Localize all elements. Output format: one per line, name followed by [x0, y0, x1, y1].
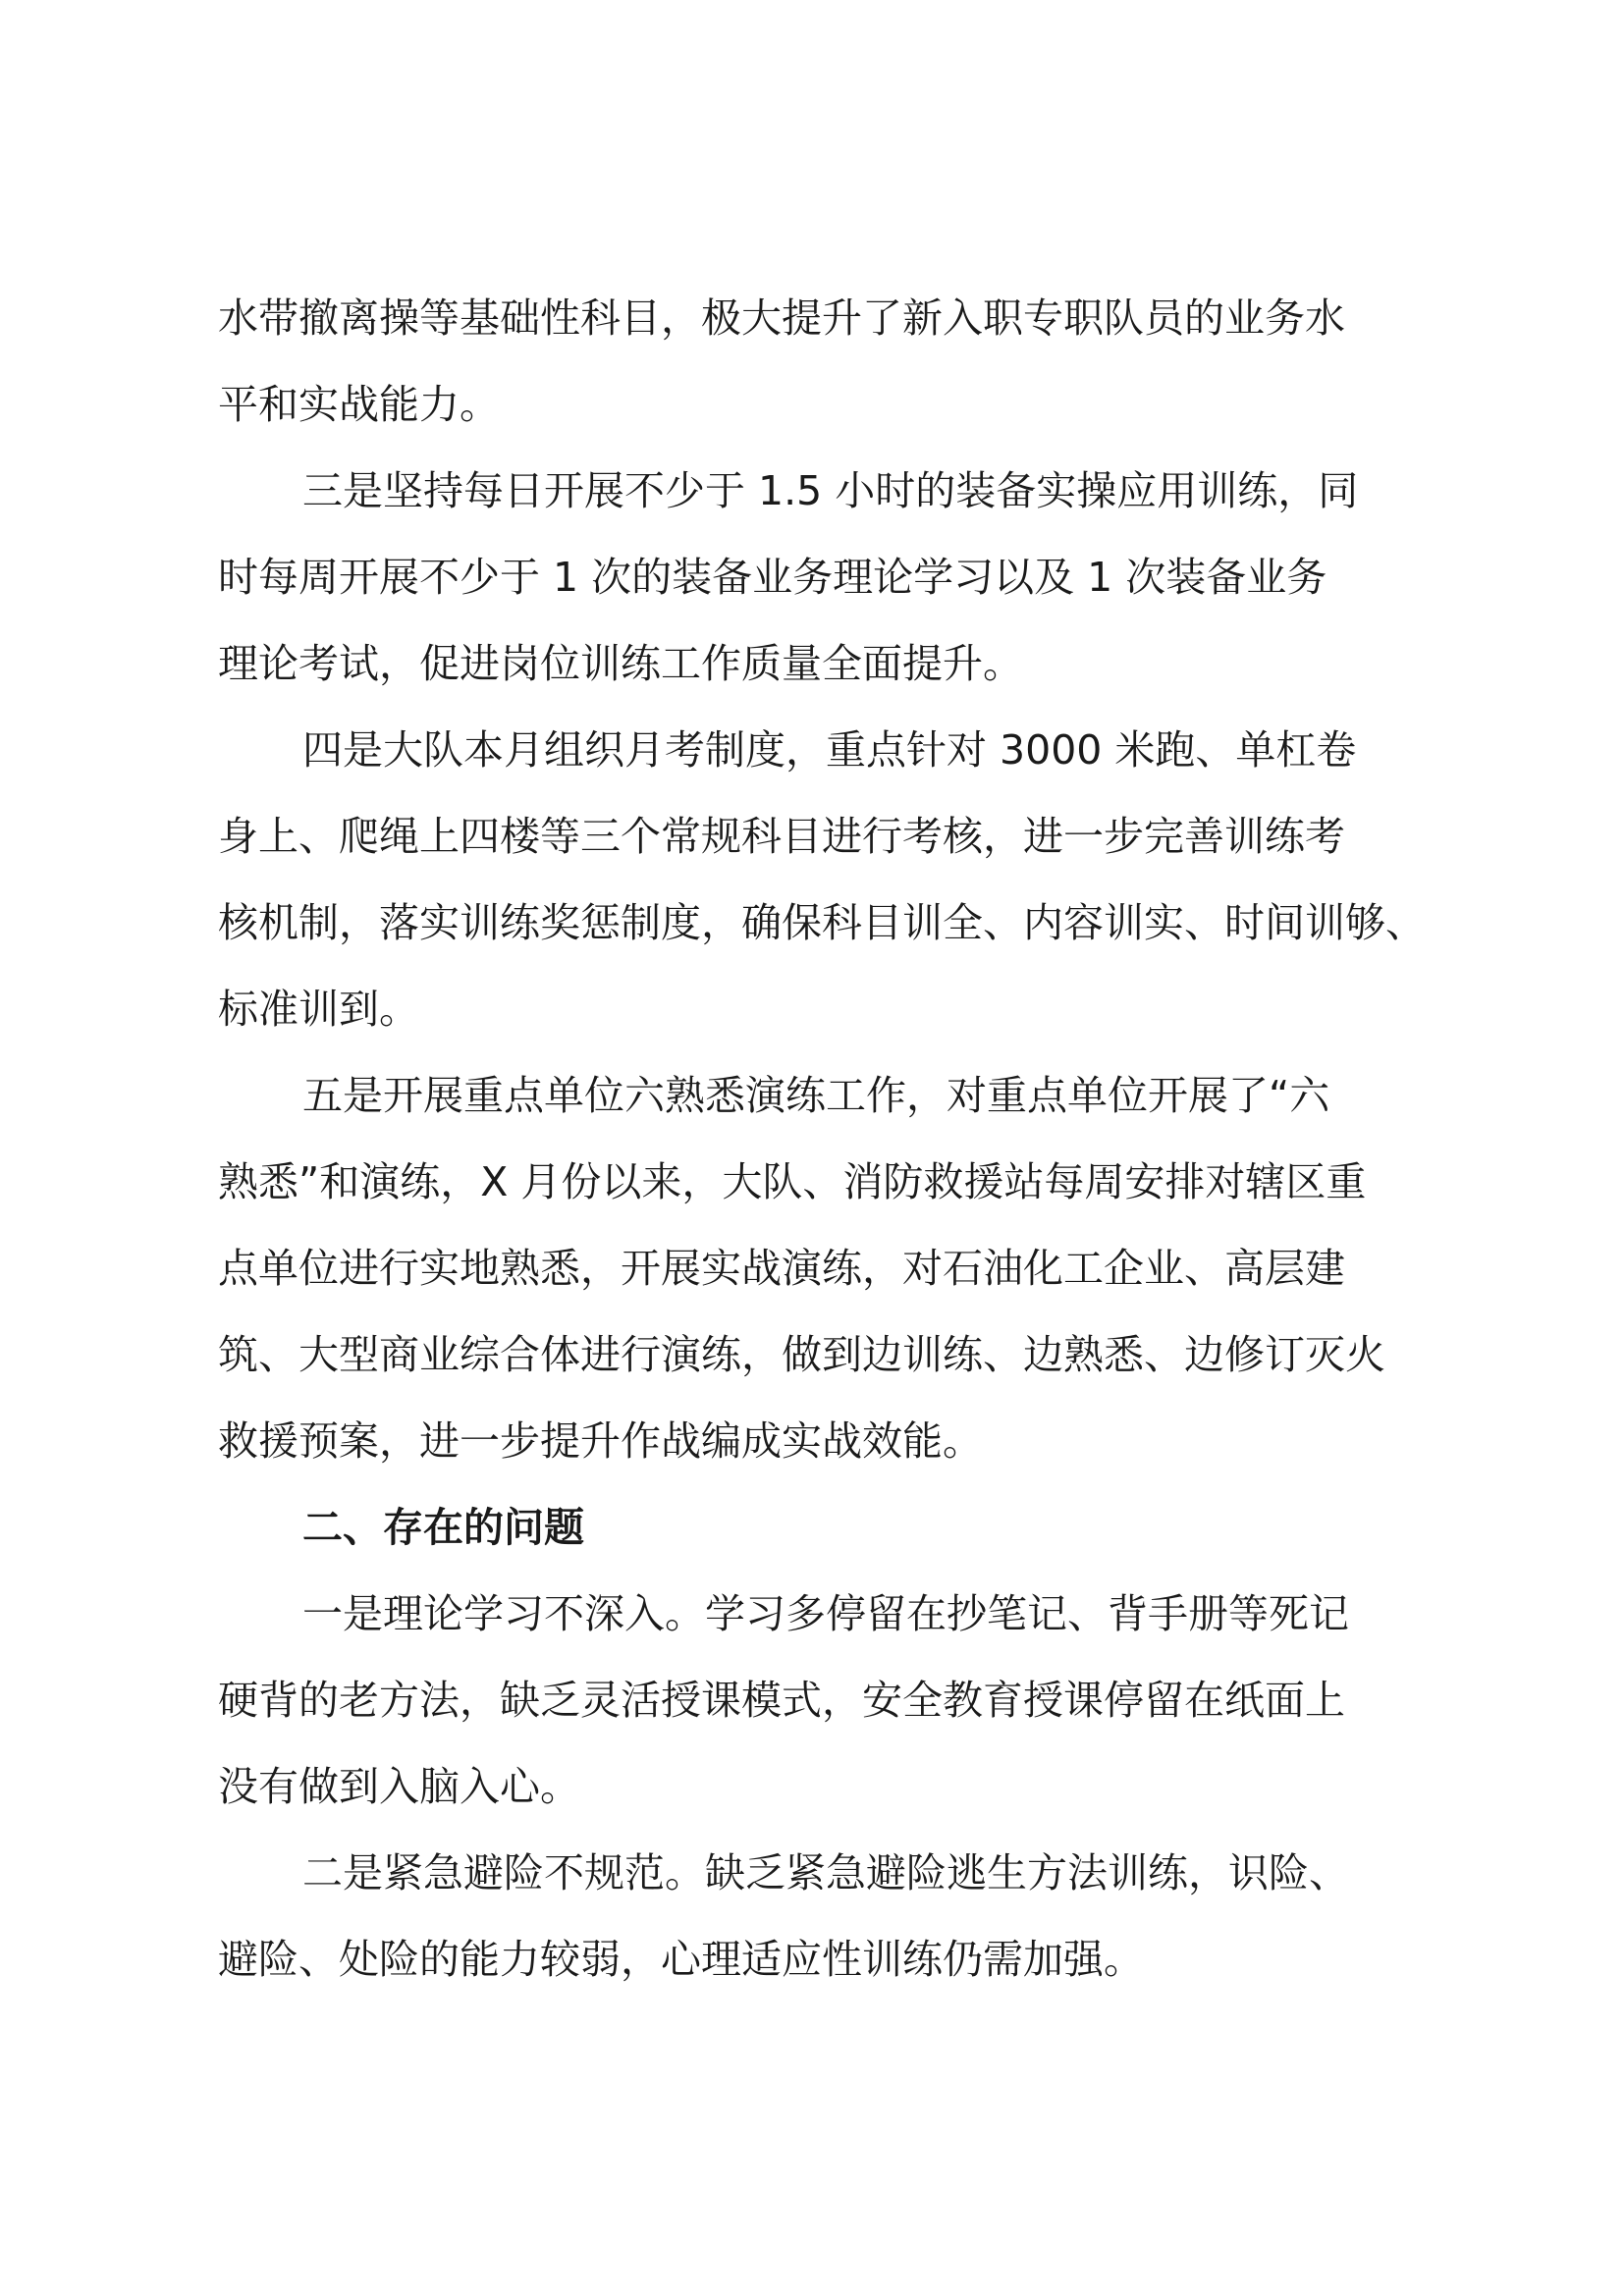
body-line: 熟悉”和演练，X 月份以来，大队、消防救援站每周安排对辖区重	[218, 1158, 1367, 1205]
body-line: 身上、爬绳上四楼等三个常规科目进行考核，进一步完善训练考	[218, 813, 1345, 860]
paragraph-three-line: 三是坚持每日开展不少于 1.5 小时的装备实操应用训练，同	[302, 467, 1359, 514]
body-line: 时每周开展不少于 1 次的装备业务理论学习以及 1 次装备业务	[218, 554, 1327, 601]
body-line: 水带撤离操等基础性科目，极大提升了新入职专职队员的业务水	[218, 294, 1345, 342]
body-line: 筑、大型商业综合体进行演练，做到边训练、边熟悉、边修订灭火	[218, 1331, 1385, 1378]
body-line: 点单位进行实地熟悉，开展实战演练，对石油化工企业、高层建	[218, 1245, 1345, 1292]
body-line: 理论考试，促进岗位训练工作质量全面提升。	[218, 640, 1023, 687]
problem-two-line: 二是紧急避险不规范。缺乏紧急避险逃生方法训练，识险、	[302, 1849, 1349, 1896]
problem-one-line: 一是理论学习不深入。学习多停留在抄笔记、背手册等死记	[302, 1590, 1349, 1637]
body-line: 救援预案，进一步提升作战编成实战效能。	[218, 1417, 983, 1465]
body-line: 避险、处险的能力较弱，心理适应性训练仍需加强。	[218, 1936, 1144, 1983]
body-line: 核机制，落实训练奖惩制度，确保科目训全、内容训实、时间训够、	[218, 899, 1426, 946]
section-heading: 二、存在的问题	[302, 1504, 584, 1551]
body-line: 平和实战能力。	[218, 381, 500, 428]
paragraph-five-line: 五是开展重点单位六熟悉演练工作，对重点单位开展了“六	[302, 1072, 1330, 1119]
body-line: 硬背的老方法，缺乏灵活授课模式，安全教育授课停留在纸面上	[218, 1677, 1345, 1724]
paragraph-four-line: 四是大队本月组织月考制度，重点针对 3000 米跑、单杠卷	[302, 726, 1357, 774]
body-line: 标准训到。	[218, 986, 419, 1033]
body-line: 没有做到入脑入心。	[218, 1763, 580, 1810]
